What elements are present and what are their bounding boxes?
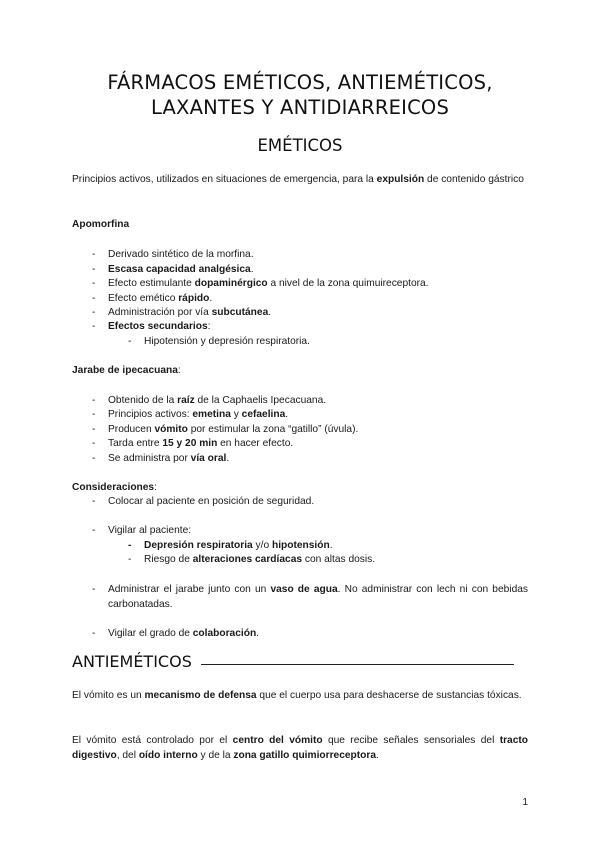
list-item: Producen vómito por estimular la zona “gatillo” (úvula). bbox=[108, 424, 359, 435]
list-item: Tarda entre 15 y 20 min en hacer efecto. bbox=[108, 438, 294, 449]
sub-bullet: - bbox=[128, 336, 132, 347]
list-item: Administrar el jarabe junto con un vaso de agua. No administrar con lech ni con bebidas carbonatadas. bbox=[108, 584, 528, 610]
list-item: Efecto estimulante dopaminérgico a nivel de la zona quimuireceptora. bbox=[108, 278, 429, 289]
list-item: Colocar al paciente en posición de seguridad. bbox=[108, 496, 315, 507]
section-heading-emeticos: EMÉTICOS bbox=[257, 136, 343, 155]
consideraciones-heading: Consideraciones: bbox=[72, 482, 157, 493]
document-title: FÁRMACOS EMÉTICOS, ANTIEMÉTICOS, LAXANTES Y ANTIDIARREICOS bbox=[107, 71, 493, 119]
bullet: - bbox=[92, 264, 96, 275]
list-item: Escasa capacidad analgésica. bbox=[108, 264, 254, 275]
apomorfina-heading: Apomorfina bbox=[72, 219, 130, 230]
list-item: Administración por vía subcutánea. bbox=[108, 307, 272, 318]
bullet: - bbox=[92, 438, 96, 449]
bullet: - bbox=[92, 249, 96, 260]
bullet: - bbox=[92, 395, 96, 406]
sub-list-item: Hipotensión y depresión respiratoria. bbox=[144, 336, 310, 347]
bullet: - bbox=[92, 496, 96, 507]
bullet: - bbox=[92, 453, 96, 464]
intro-paragraph: Principios activos, utilizados en situaciones de emergencia, para la expulsión de contenido gástrico bbox=[72, 174, 524, 185]
sub-list-item: Depresión respiratoria y/o hipotensión. bbox=[144, 540, 333, 551]
bullet: - bbox=[92, 307, 96, 318]
jarabe-heading: Jarabe de ipecacuana: bbox=[72, 365, 181, 376]
bullet: - bbox=[92, 293, 96, 304]
sub-bullet: - bbox=[128, 540, 132, 551]
list-item: Vigilar al paciente: bbox=[108, 525, 192, 536]
list-item: Se administra por vía oral. bbox=[108, 453, 230, 464]
bullet: - bbox=[92, 628, 96, 639]
bullet: - bbox=[92, 409, 96, 420]
heading-rule bbox=[201, 664, 514, 665]
section-heading-antiemeticos: ANTIEMÉTICOS bbox=[72, 652, 192, 671]
bullet: - bbox=[92, 321, 96, 332]
antiemeticos-paragraph-1: El vómito es un mecanismo de defensa que el cuerpo usa para deshacerse de sustancias tóxicas. bbox=[72, 690, 522, 701]
list-item: Efectos secundarios: bbox=[108, 321, 211, 332]
sub-bullet: - bbox=[128, 554, 132, 565]
bullet: - bbox=[92, 424, 96, 435]
sub-list-item: Riesgo de alteraciones cardíacas con altas dosis. bbox=[144, 554, 376, 565]
list-item: Derivado sintético de la morfina. bbox=[108, 249, 254, 260]
list-item: Obtenido de la raíz de la Caphaelis Ipecacuana. bbox=[108, 395, 327, 406]
list-item: Vigilar el grado de colaboración. bbox=[108, 628, 260, 639]
antiemeticos-paragraph-2: El vómito está controlado por el centro del vómito que recibe señales sensoriales del tracto digestivo, del oído interno y de la zona gatillo quimiorreceptora. bbox=[72, 735, 529, 761]
page-number: 1 bbox=[522, 797, 528, 808]
bullet: - bbox=[92, 584, 96, 595]
list-item: Principios activos: emetina y cefaelina. bbox=[108, 409, 289, 420]
list-item: Efecto emético rápido. bbox=[108, 293, 213, 304]
bullet: - bbox=[92, 278, 96, 289]
bullet: - bbox=[92, 525, 96, 536]
